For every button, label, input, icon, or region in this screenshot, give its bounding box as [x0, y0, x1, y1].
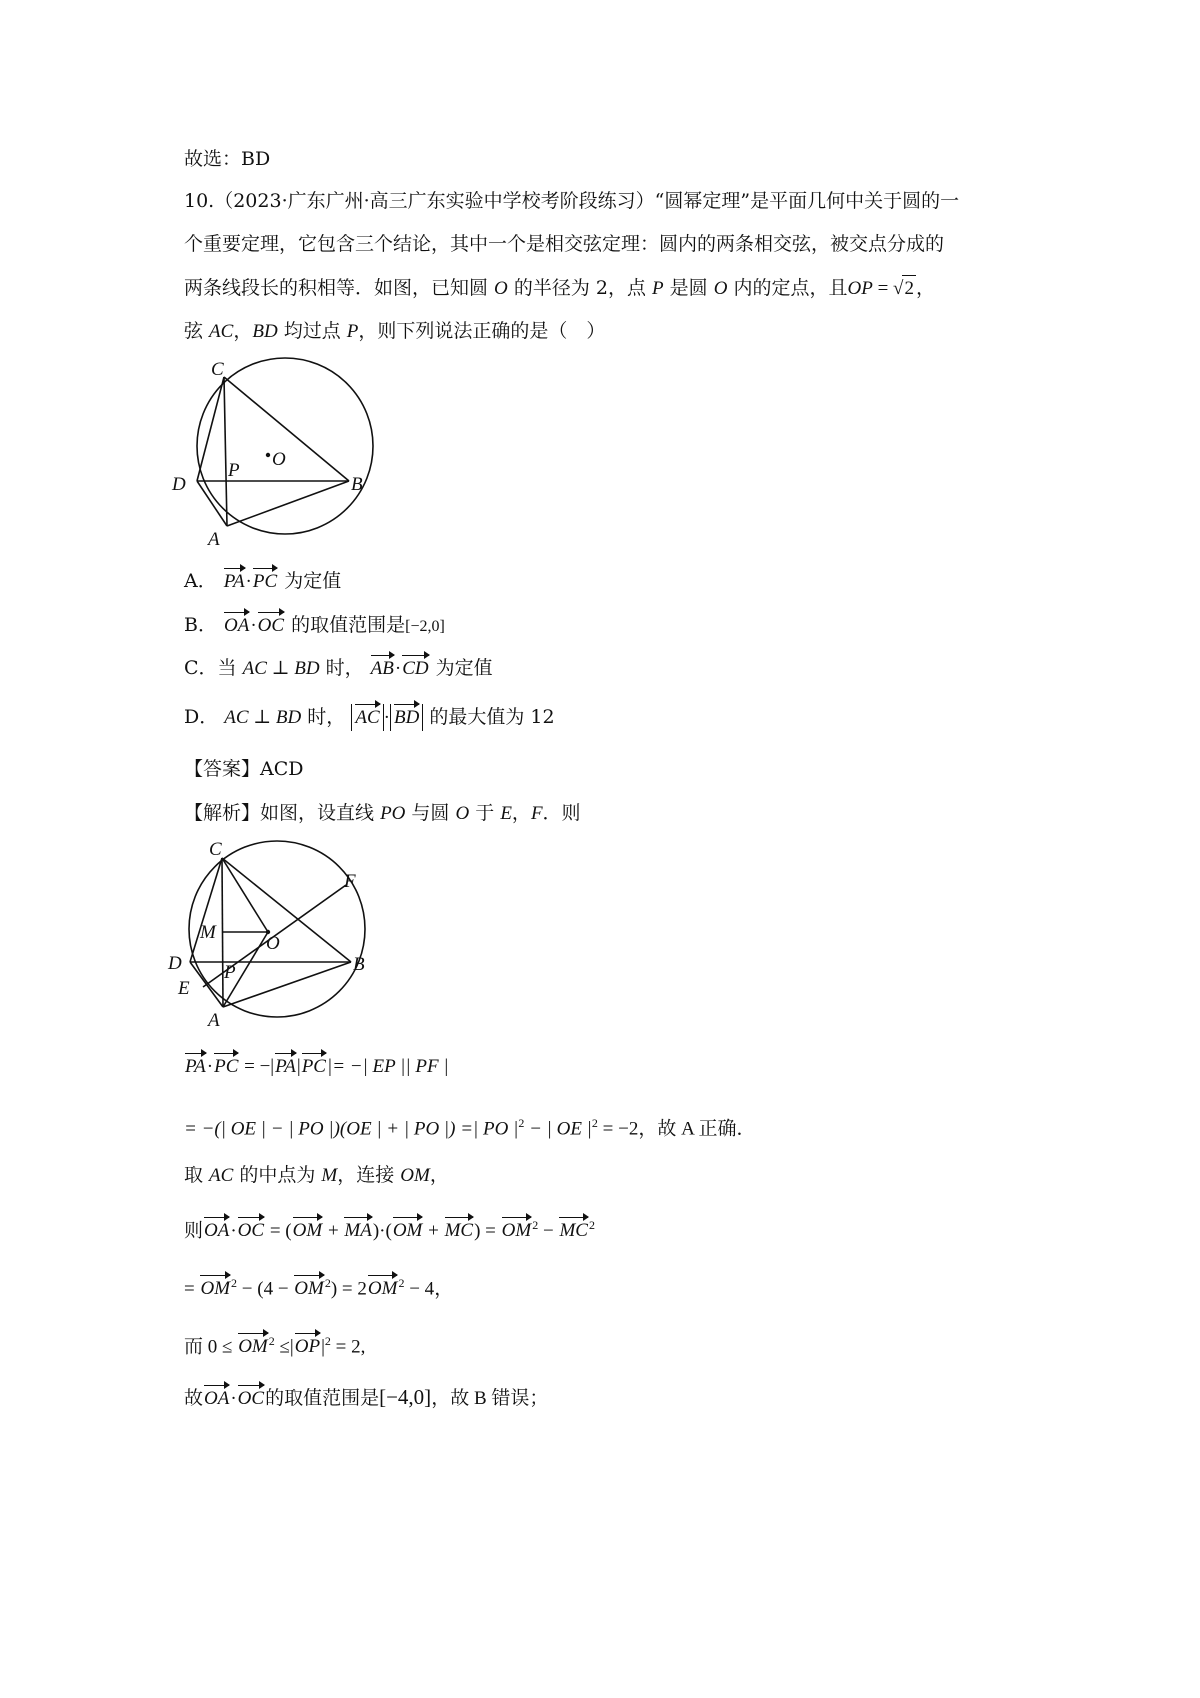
text: 内的定点，且: [727, 277, 848, 299]
segment-ab: [223, 962, 351, 1007]
text: ．则: [542, 802, 581, 824]
var-bd: BD: [252, 321, 278, 342]
vector-om: OM: [292, 1218, 324, 1244]
derivation-line-1: PA·PC = −|PA|PC|= −| EP || PF |: [184, 1054, 449, 1080]
vector-oc: OC: [257, 613, 285, 639]
derivation-line-5: = $OM^2 - (4 - OM^2) = 2OM^2 - 4$，: [184, 1270, 453, 1302]
vector-pc: PC: [252, 569, 278, 595]
label-f: F: [344, 871, 356, 892]
text: ) = 2: [330, 1278, 367, 1300]
derivation-line-2: [184, 1110, 756, 1142]
question-line-4: [184, 318, 605, 345]
text: 均过点: [277, 320, 347, 342]
condition: AC ⊥ BD: [242, 658, 320, 679]
segment-cb: [224, 377, 349, 481]
exponent: 2: [518, 1116, 525, 1130]
text: − | OE |: [524, 1118, 592, 1140]
var-ac: AC: [209, 1165, 234, 1186]
text: |= −| EP || PF |: [326, 1056, 449, 1077]
vector-om: OM: [501, 1218, 533, 1244]
vector-oc: OC: [237, 1386, 265, 1412]
dot: ·: [250, 615, 257, 636]
vector-pc: PC: [301, 1054, 327, 1080]
label-c: C: [211, 359, 224, 380]
center-dot: [266, 453, 270, 457]
text: = −2: [597, 1118, 639, 1140]
text: +: [323, 1220, 344, 1242]
equals: =: [872, 278, 894, 299]
var-om: OM: [400, 1165, 430, 1186]
option-b: [184, 612, 445, 640]
text: ，连接: [337, 1164, 401, 1186]
var-p: P: [346, 321, 359, 342]
label-c: C: [209, 839, 222, 860]
label-a: A: [208, 1010, 220, 1031]
text: = −|: [239, 1056, 275, 1077]
vector-om: OM: [293, 1276, 325, 1302]
segment-cb: [222, 858, 351, 962]
var-po: PO: [380, 803, 406, 824]
exponent: 2: [532, 1218, 539, 1232]
text: )·(: [372, 1220, 392, 1242]
range: [−2,0]: [405, 618, 445, 635]
label-p: P: [224, 962, 236, 983]
vector-ab: AB: [370, 656, 395, 682]
var-ac: AC: [209, 321, 234, 342]
label-b: B: [353, 954, 365, 975]
text: 的中点为: [233, 1164, 322, 1186]
option-letter: B．: [184, 614, 217, 636]
option-text: 当: [217, 657, 243, 679]
figure-2-circle-diagram: [166, 832, 406, 1037]
vector-om: OM: [237, 1334, 269, 1360]
text: 的半径为 2，点: [507, 277, 652, 299]
dot: ·: [383, 707, 390, 728]
label-o: O: [266, 933, 280, 954]
vector-pc: PC: [213, 1054, 239, 1080]
vector-mc: MC: [444, 1218, 475, 1244]
text: |: [321, 1336, 325, 1358]
range: [−4,0]: [379, 1385, 432, 1409]
option-text: 为定值: [284, 570, 342, 592]
text: 两条线段长的积相等．如图，已知圆: [184, 277, 495, 299]
question-line-1: 10.（2023·广东广州·高三广东实验中学校考阶段练习）“圆幂定理”是平面几何中关于圆的一: [184, 190, 960, 212]
label-p: P: [228, 460, 240, 481]
text: = 2,: [330, 1336, 366, 1358]
option-text: 的取值范围是: [291, 614, 406, 636]
text: ≤|: [274, 1336, 294, 1358]
option-text: 时，: [301, 706, 346, 728]
segment-ab: [227, 481, 349, 526]
text: 故: [184, 1388, 204, 1409]
option-text: 的最大值为 12: [429, 706, 555, 728]
var-op: OP: [847, 278, 873, 299]
vector-om: OM: [199, 1276, 231, 1302]
option-d: [184, 704, 555, 731]
option-text: 为定值: [435, 657, 493, 679]
text: 而 0 ≤: [184, 1336, 238, 1358]
option-text: 时，: [319, 657, 364, 679]
option-letter: A．: [184, 570, 217, 592]
text: = −(| OE | − | PO |)(OE | + | PO |) =| PO |: [184, 1118, 519, 1140]
text: ，: [511, 802, 531, 824]
text: 与圆: [405, 802, 456, 824]
var-p: P: [652, 278, 664, 299]
text: ) =: [474, 1220, 501, 1242]
text: ，: [429, 1164, 449, 1186]
vector-op: OP: [294, 1334, 321, 1360]
text: ，: [915, 277, 935, 299]
vector-oa: OA: [223, 613, 250, 639]
label-b: B: [351, 474, 363, 495]
text: 是圆: [663, 277, 714, 299]
text: = (: [265, 1220, 292, 1242]
previous-answer: 故选：BD: [184, 148, 271, 170]
dot: ·: [394, 658, 402, 679]
label-o: O: [272, 449, 286, 470]
text: ，故 B 错误；: [431, 1388, 549, 1409]
var-o: O: [455, 803, 470, 824]
label-m: M: [200, 922, 216, 943]
text: ，故 A 正确．: [638, 1118, 756, 1140]
vector-oa: OA: [203, 1218, 230, 1244]
text: 于: [469, 802, 501, 824]
label-d: D: [168, 953, 182, 974]
question-line-2: 个重要定理，它包含三个结论，其中一个是相交弦定理：圆内的两条相交弦，被交点分成的: [184, 233, 945, 255]
vector-pa: PA: [274, 1054, 297, 1080]
analysis-label: 【解析】: [184, 802, 261, 824]
var-o: O: [713, 278, 728, 299]
segment-cd: [197, 377, 224, 481]
sqrt-value: 2: [902, 275, 916, 302]
var-e: E: [500, 803, 512, 824]
chord-ca: [224, 377, 227, 526]
segment-da: [197, 481, 227, 526]
text: =: [184, 1278, 200, 1300]
answer-line: [184, 756, 304, 782]
condition: AC ⊥ BD: [224, 707, 302, 728]
analysis-line: [184, 800, 581, 827]
derivation-line-3: [184, 1162, 449, 1189]
option-a: [184, 568, 341, 595]
option-letter: D．: [184, 706, 219, 728]
vector-oa: OA: [203, 1386, 230, 1412]
figure-1-circle-diagram: [170, 350, 400, 550]
segment-cd: [190, 858, 222, 962]
text: −: [538, 1220, 559, 1242]
derivation-line-6: 而 $0 \le OM^2 \le|OP|^2 = 2$,: [184, 1328, 365, 1360]
text: ，: [233, 320, 253, 342]
dot: ·: [245, 571, 252, 592]
question-line-3: 两条线段长的积相等．如图，已知圆 O 的半径为 2，点 P 是圆 O 内的定点，且OP = √2 ，: [184, 275, 935, 302]
vector-pa: PA: [184, 1054, 207, 1080]
option-letter: C．: [184, 657, 218, 679]
vector-om: OM: [367, 1276, 399, 1302]
label-e: E: [178, 978, 190, 999]
text: 则: [184, 1220, 204, 1242]
exponent: 2: [591, 1116, 598, 1130]
var-m: M: [321, 1165, 338, 1186]
option-c: [184, 655, 493, 682]
text: 的取值范围是: [265, 1388, 380, 1409]
vector-om: OM: [392, 1218, 424, 1244]
text: ，: [434, 1278, 454, 1300]
vector-pa: PA: [223, 569, 246, 595]
vector-oc: OC: [237, 1218, 265, 1244]
vector-ac: AC: [354, 705, 380, 731]
var-f: F: [530, 803, 543, 824]
label-a: A: [208, 529, 220, 550]
derivation-line-4: 则$OA\cdot OC = (OM + MA)\cdot(OM + MC) = OM^2 - MC^2$: [184, 1212, 595, 1244]
text: − (4 −: [237, 1278, 294, 1300]
text: ，则下列说法正确的是（ ）: [358, 320, 606, 342]
text: 取: [184, 1164, 210, 1186]
text: − 4: [404, 1278, 435, 1300]
text: 弦: [184, 320, 210, 342]
answer-label: 【答案】: [184, 758, 261, 780]
derivation-line-7: 故OA·OC的取值范围是[−4,0]，故 B 错误；: [184, 1384, 548, 1412]
var-o: O: [494, 278, 508, 299]
vector-ma: MA: [343, 1218, 372, 1244]
label-d: D: [172, 474, 186, 495]
vector-mc: MC: [558, 1218, 589, 1244]
segment-co: [222, 858, 268, 932]
vector-bd: BD: [393, 705, 420, 731]
text: 如图，设直线: [260, 802, 381, 824]
vector-cd: CD: [401, 656, 429, 682]
answer-value: ACD: [260, 758, 304, 780]
